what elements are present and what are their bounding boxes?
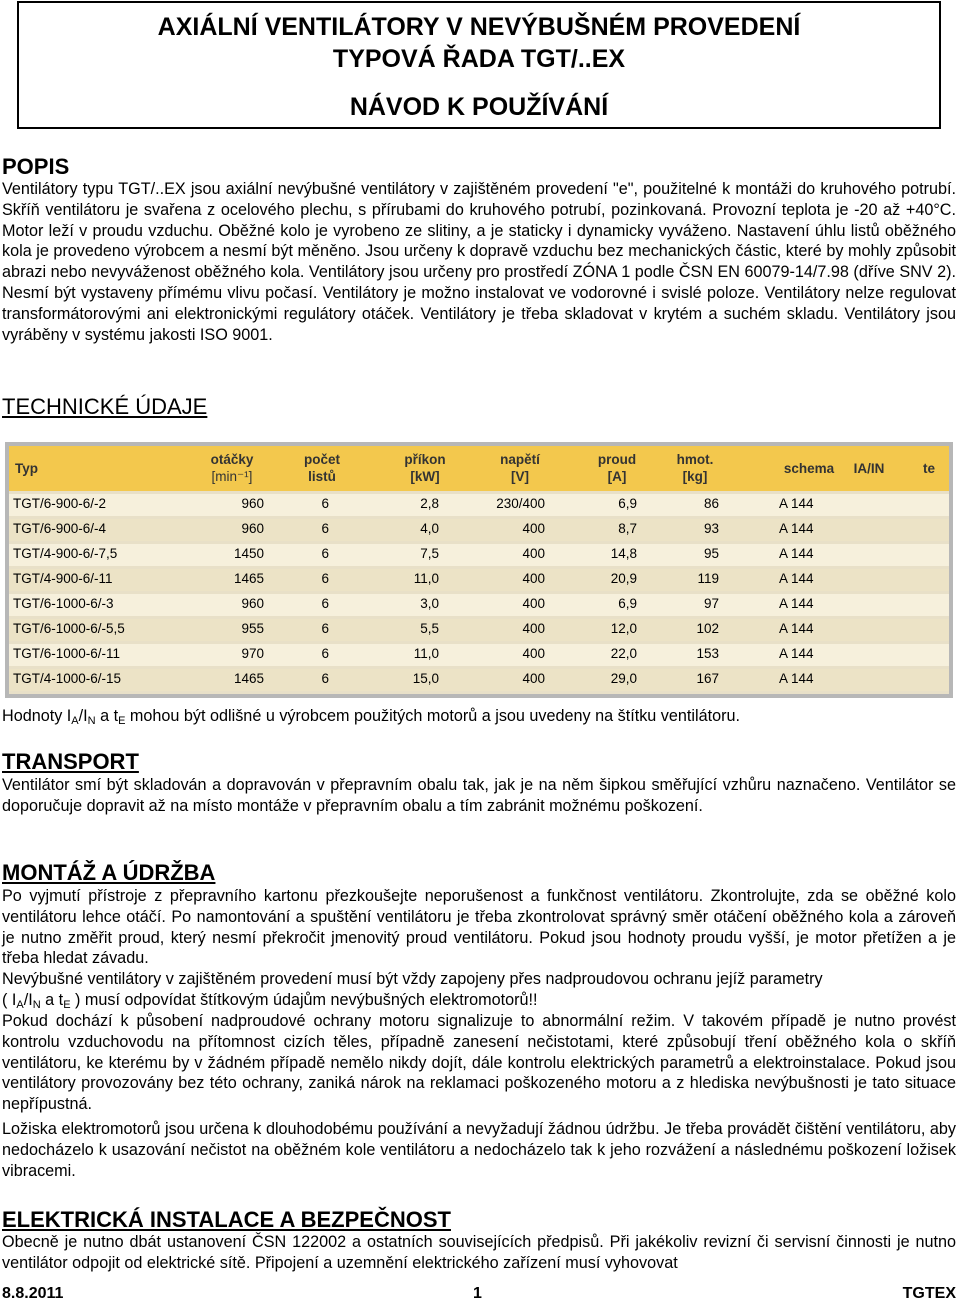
- cell-value: 20,9: [610, 571, 637, 586]
- cell-value: 6: [321, 646, 329, 661]
- table-note: [2, 706, 956, 732]
- table-row: [9, 569, 949, 591]
- table-header: [9, 446, 949, 491]
- cell-value: 400: [522, 596, 545, 611]
- document-type: NÁVOD K POUŽÍVÁNÍ: [349, 93, 609, 121]
- table-row: [9, 519, 949, 541]
- document-title: AXIÁLNÍ VENTILÁTORY V NEVÝBUŠNÉM PROVEDENÍ: [157, 13, 801, 41]
- cell-value: 400: [522, 621, 545, 636]
- cell-value: 167: [696, 671, 719, 686]
- cell-schema: A 144: [779, 521, 814, 536]
- col-pocet: počet: [303, 452, 340, 467]
- cell-typ: TGT/6-1000-6/-5,5: [13, 621, 125, 636]
- montaz-p4: Ložiska elektromotorů jsou určena k dlouhodobému používání a nevyžadují žádnou údržbu. Je třeba provádět čištění ventilátoru, aby nedocházelo k usazování nečistot na oběžném kole ventilátoru a nedocházelo tak k jeho rozvážení a následnému poškození ložisek vibracemi.: [2, 1120, 956, 1180]
- cell-value: 8,7: [618, 521, 637, 536]
- cell-schema: A 144: [779, 621, 814, 636]
- cell-schema: A 144: [779, 571, 814, 586]
- footer-date: 8.8.2011: [2, 1285, 64, 1302]
- col-ia-in: IA/IN: [853, 461, 885, 476]
- cell-value: 15,0: [412, 671, 439, 686]
- cell-value: 6,9: [618, 496, 637, 511]
- cell-value: 12,0: [610, 621, 637, 636]
- note-slash: /I: [78, 707, 88, 725]
- cell-typ: TGT/6-900-6/-2: [13, 496, 107, 511]
- cell-value: 22,0: [610, 646, 637, 661]
- montaz-p2b-pre: ( I: [2, 990, 17, 1009]
- col-te: te: [922, 461, 935, 476]
- table-row: [9, 644, 949, 666]
- note-sub-a: A: [71, 715, 79, 727]
- cell-value: 4,0: [420, 521, 439, 536]
- col-typ: Typ: [15, 461, 38, 476]
- document-subtitle: TYPOVÁ ŘADA TGT/..EX: [332, 45, 626, 73]
- tech-table: [5, 442, 953, 698]
- cell-value: 400: [522, 546, 545, 561]
- transport-text: Ventilátor smí být skladován a dopravován v přepravním obalu tak, jak je na něm šipkou směřující vzhůru naznačeno. Ventilátor se doporučuje dopravit až na místo montáže v přepravním obalu a tím zabránit možnému poškození.: [2, 776, 956, 815]
- cell-value: 119: [697, 571, 719, 586]
- col-hmot: hmot.: [676, 452, 714, 467]
- cell-value: 93: [703, 521, 719, 536]
- cell-value: 230/400: [496, 496, 545, 511]
- cell-value: 6: [321, 521, 329, 536]
- transport-heading: TRANSPORT: [2, 749, 139, 774]
- cell-value: 960: [241, 521, 264, 536]
- cell-schema: A 144: [779, 496, 814, 511]
- cell-value: 6: [321, 596, 329, 611]
- col-napeti-unit: [V]: [511, 469, 529, 484]
- montaz-p2b-mid: a t: [40, 990, 64, 1009]
- col-proud: proud: [597, 452, 637, 467]
- cell-value: 400: [522, 571, 545, 586]
- col-napeti: napětí: [500, 452, 540, 467]
- cell-schema: A 144: [779, 671, 814, 686]
- col-schema: schema: [783, 461, 835, 476]
- cell-value: 6: [321, 496, 329, 511]
- cell-value: 970: [241, 646, 264, 661]
- montaz-p2b-post: ) musí odpovídat štítkovým údajům nevýbušných elektromotorů!!: [70, 990, 538, 1009]
- cell-value: 6: [321, 621, 329, 636]
- cell-typ: TGT/6-900-6/-4: [13, 521, 107, 536]
- cell-value: 6: [321, 571, 329, 586]
- cell-value: 2,8: [420, 496, 439, 511]
- montaz-p3: Pokud dochází k působení nadproudové ochrany motoru signalizuje to abnormální režim. V takovém případě je nutno provést kontrolu vzduchovodu na přítomnost cizích těles, případně zanesení nečistotami, které způsobují tření oběžného kola o skříň ventilátoru, ke kterému by v žádném případě nemělo nikdy dojít, dále kontrolu elektrických parametrů a elektroinstalace. Pokud jsou ventilátory provozovány bez této ochrany, zaniká nárok na reklamaci poškozeného motoru a z hlediska nevýbušnosti je tato situace nepřípustná.: [2, 1012, 956, 1114]
- cell-schema: A 144: [779, 646, 814, 661]
- montaz-heading: MONTÁŽ A ÚDRŽBA: [2, 860, 216, 885]
- cell-value: 7,5: [420, 546, 439, 561]
- col-prikon: příkon: [404, 452, 446, 467]
- cell-typ: TGT/4-900-6/-7,5: [13, 546, 118, 561]
- cell-typ: TGT/6-1000-6/-3: [13, 596, 114, 611]
- cell-value: 153: [696, 646, 719, 661]
- table-row: [9, 619, 949, 641]
- note-post: mohou být odlišné u výrobcem použitých motorů a jsou uvedeny na štítku ventilátoru.: [125, 707, 740, 725]
- cell-value: 400: [522, 671, 545, 686]
- cell-value: 3,0: [420, 596, 439, 611]
- col-otacky-unit: [min⁻¹]: [211, 469, 253, 484]
- note-sub-n: N: [87, 715, 96, 727]
- col-proud-unit: [A]: [607, 469, 627, 484]
- montaz-p1: Po vyjmutí přístroje z přepravního kartonu přezkoušejte neporušenost a funkčnost ventilátoru. Zkontrolujte, zda se oběžné kolo ventilátoru lehce otáčí. Po namontování a spuštění ventilátoru je třeba zkontrolovat správný směr otáčení oběžného kola a zároveň je nutno změřit proud, který nesmí překročit jmenovitý proud ventilátoru. Pokud jsou hodnoty proudu vyšší, je motor přetížen a je třeba hledat závadu.: [2, 887, 956, 968]
- cell-value: 400: [522, 521, 545, 536]
- cell-value: 400: [522, 646, 545, 661]
- cell-schema: A 144: [779, 546, 814, 561]
- table-row: [9, 494, 949, 516]
- cell-value: 960: [241, 496, 264, 511]
- cell-value: 1465: [233, 671, 264, 686]
- note-sub-e: E: [118, 715, 126, 727]
- elektro-heading: ELEKTRICKÁ INSTALACE A BEZPEČNOST: [2, 1207, 451, 1232]
- tech-heading: TECHNICKÉ ÚDAJE: [2, 394, 208, 419]
- montaz-p2b-sub-a: A: [16, 998, 24, 1011]
- montaz-p2b-sub-n: N: [32, 998, 41, 1011]
- cell-value: 102: [696, 621, 719, 636]
- cell-typ: TGT/6-1000-6/-11: [13, 646, 121, 661]
- table-row: [9, 544, 949, 566]
- cell-value: 11,0: [413, 571, 439, 586]
- cell-value: 1450: [233, 546, 264, 561]
- col-hmot-unit: [kg]: [682, 469, 708, 484]
- elektro-text: Obecně je nutno dbát ustanovení ČSN 122002 a ostatních souvisejících předpisů. Při jakékoliv revizní či servisní činnosti je nutno ventilátor odpojit od elektrické sítě. Připojení a uzemnění elektrického zařízení musí vyhovovat: [2, 1233, 956, 1272]
- montaz-p2b-sub-e: E: [63, 998, 71, 1011]
- cell-value: 6: [321, 671, 329, 686]
- montaz-p2b-slash: /I: [23, 990, 33, 1009]
- note-text: Hodnoty I: [2, 707, 72, 725]
- note-mid: a t: [95, 707, 119, 725]
- cell-typ: TGT/4-900-6/-11: [13, 571, 113, 586]
- cell-value: 86: [703, 496, 719, 511]
- footer-page: 1: [473, 1285, 482, 1302]
- cell-value: 1465: [233, 571, 264, 586]
- cell-value: 6,9: [618, 596, 637, 611]
- cell-schema: A 144: [779, 596, 814, 611]
- cell-value: 955: [241, 621, 264, 636]
- montaz-p2: [2, 969, 956, 1016]
- footer-brand: TGTEX: [902, 1285, 956, 1302]
- cell-value: 95: [703, 546, 719, 561]
- cell-value: 14,8: [610, 546, 637, 561]
- table-row: [9, 669, 949, 691]
- cell-value: 11,0: [413, 646, 439, 661]
- col-prikon-unit: [kW]: [410, 469, 440, 484]
- cell-typ: TGT/4-1000-6/-15: [13, 671, 122, 686]
- cell-value: 29,0: [610, 671, 637, 686]
- cell-value: 97: [703, 596, 719, 611]
- cell-value: 5,5: [420, 621, 439, 636]
- popis-heading: POPIS: [2, 154, 70, 179]
- popis-text: Ventilátory typu TGT/..EX jsou axiální nevýbušné ventilátory v zajištěném provedení "e", použitelné k montáži do kruhového potrubí. Skříň ventilátoru je svařena z ocelového plechu, s přírubami do kruhového potrubí, pozinkovaná. Provozní teplota je -20 až +40°C. Motor leží v proudu vzduchu. Oběžné kolo je vyrobeno ze slitiny, a je staticky i dynamicky vyváženo. Nastavení úhlu listů oběžného kola je provedeno výrobcem a nesmí být měněno. Jsou určeny k dopravě vzduchu bez mechanických částic, které by mohly způsobit abrazi nebo nevyváženost oběžného kola. Ventilátory jsou určeny pro prostředí ZÓNA 1 podle ČSN EN 60079-14/7.98 (dříve SNV 2). Nesmí být vystaveny přímému vlivu počasí. Ventilátory je možno instalovat ve vodorovné i svislé poloze. Ventilátory nelze regulovat transformátorovými ani elektronickými regulátory otáček. Ventilátory je třeba skladovat v krytém a suchém skladu. Ventilátory jsou vyráběny v systému jakosti ISO 9001.: [2, 180, 956, 344]
- montaz-p2a: Nevýbušné ventilátory v zajištěném provedení musí být vždy zapojeny přes nadproudovou ochranu jejíž parametry: [2, 970, 823, 988]
- col-pocet-unit: listů: [308, 469, 336, 484]
- cell-value: 6: [321, 546, 329, 561]
- cell-value: 960: [241, 596, 264, 611]
- table-row: [9, 594, 949, 616]
- col-otacky: otáčky: [210, 452, 254, 467]
- title-box: [17, 1, 941, 129]
